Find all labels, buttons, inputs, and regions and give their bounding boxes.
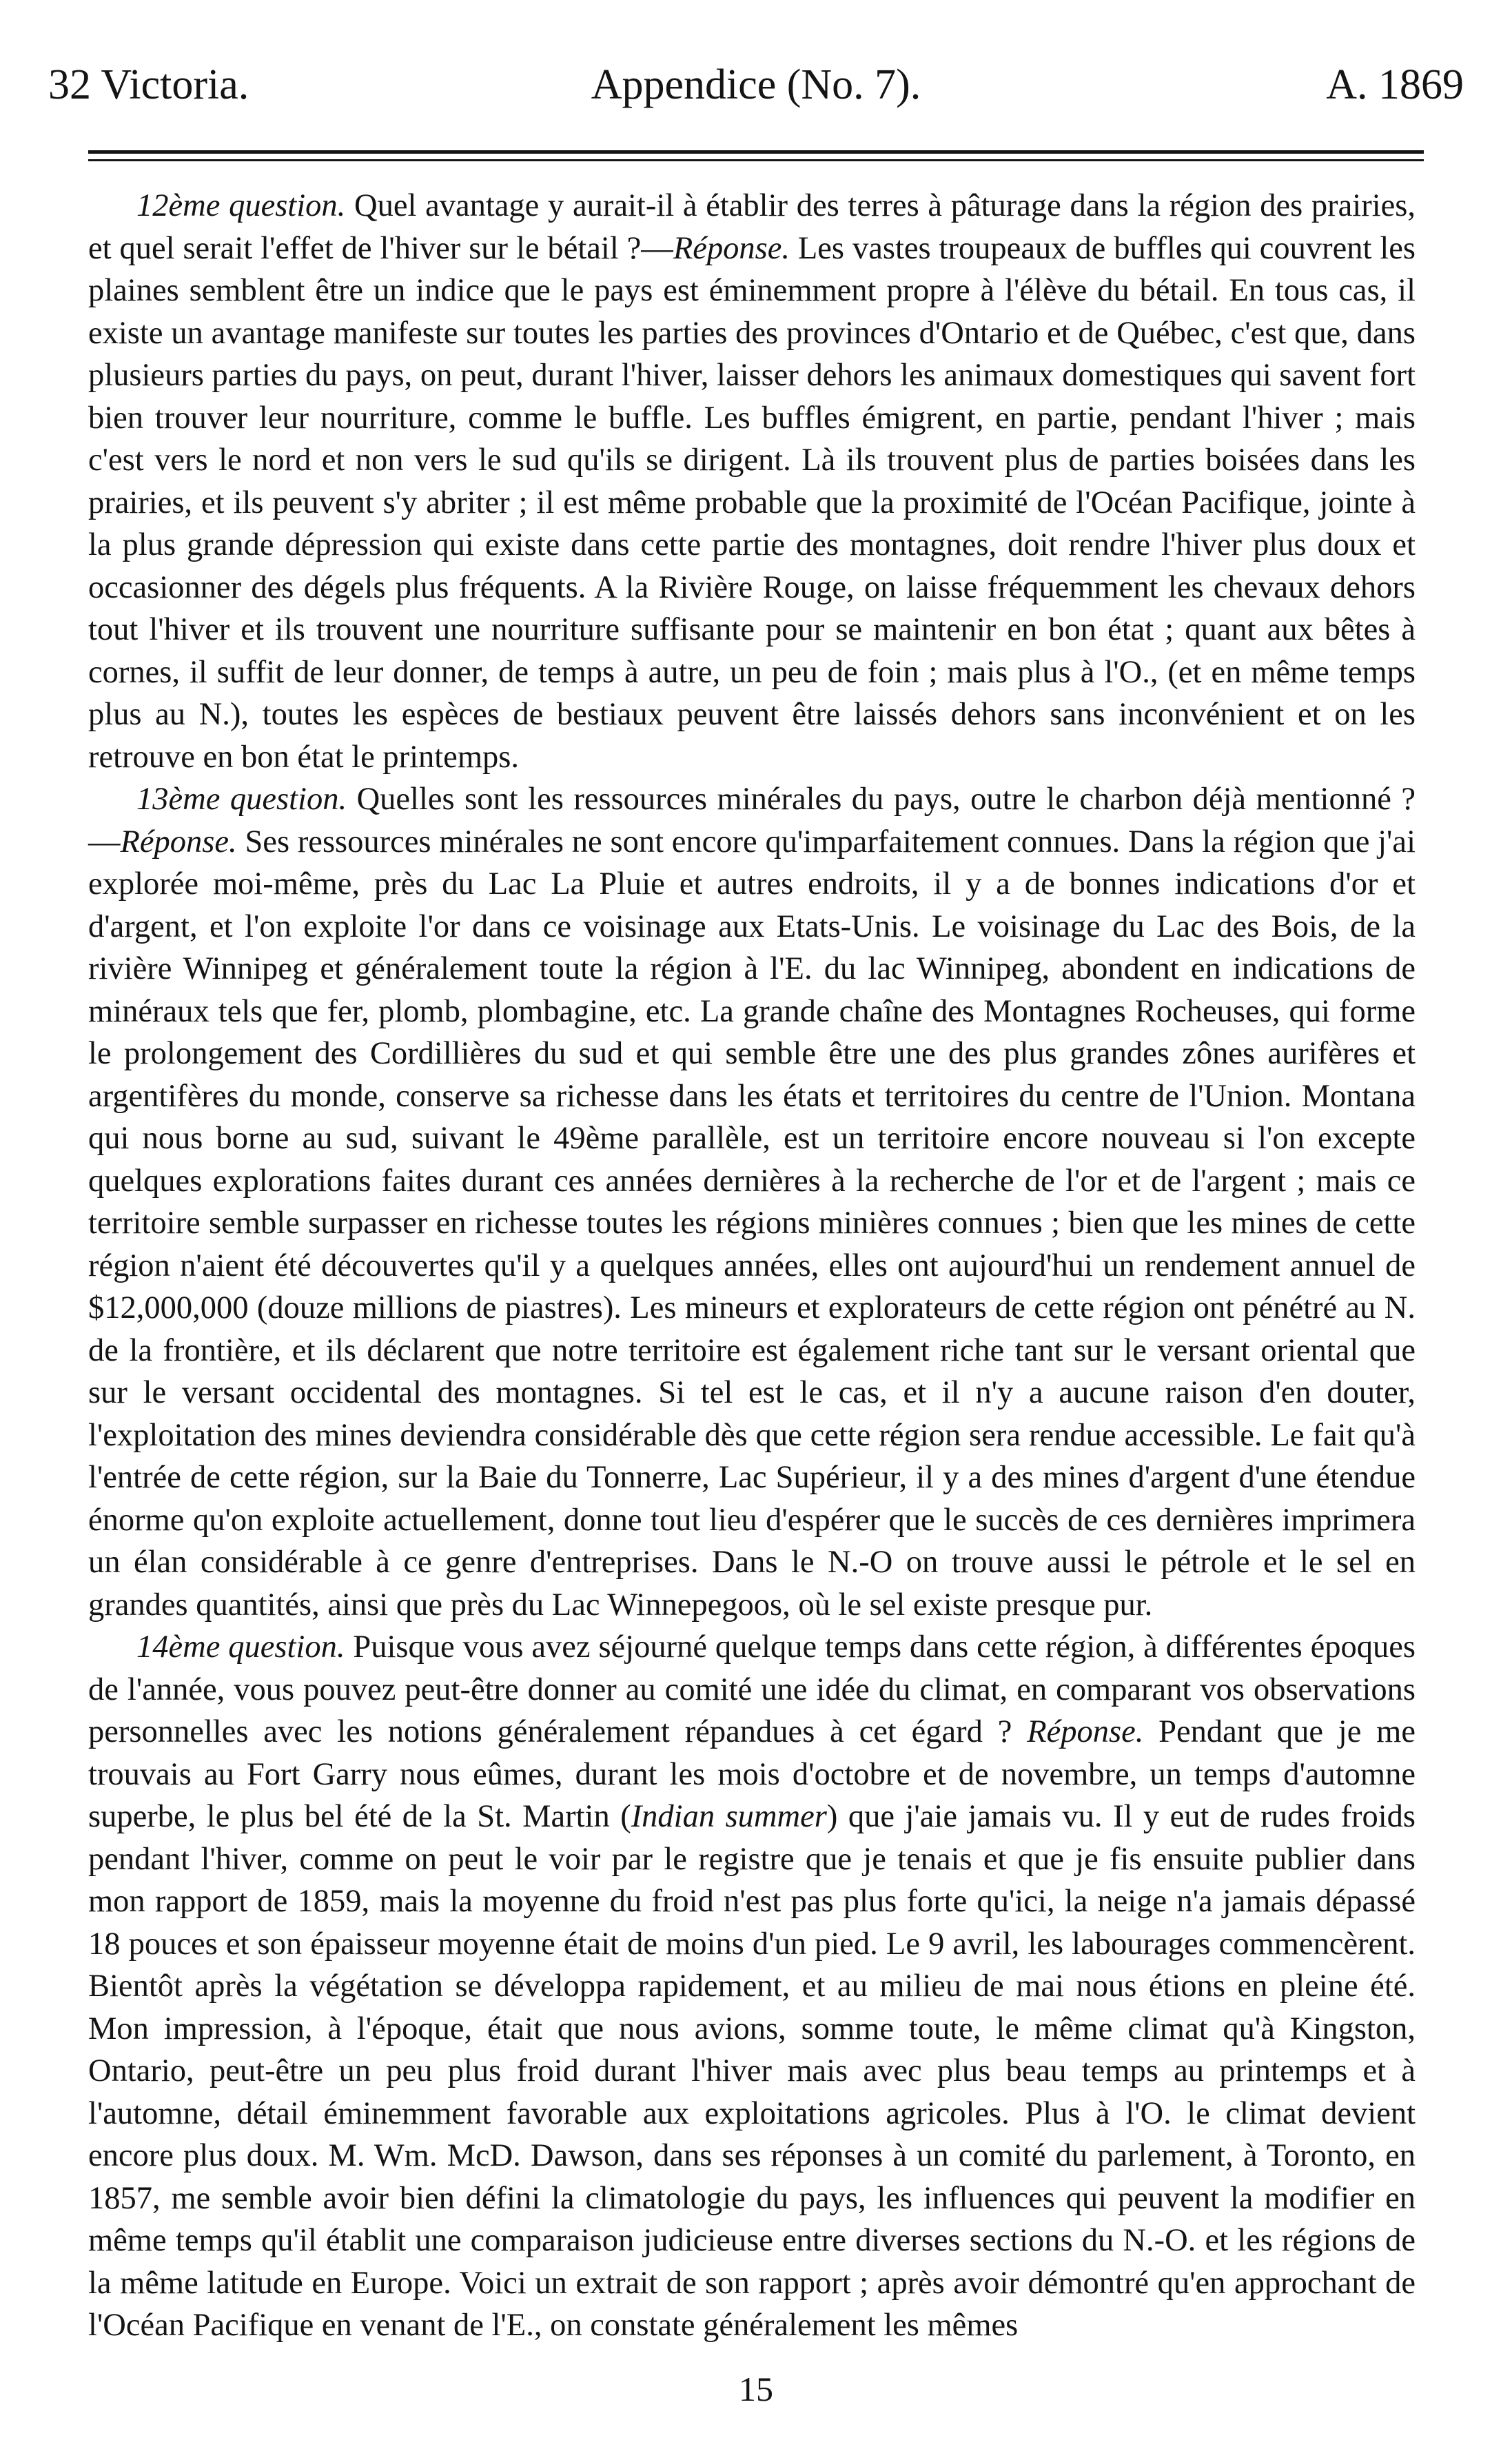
question-14-text: Puisque vous avez séjourné quelque temps dans cette région, à différentes époques de l'année, vous pouvez peut-être donner au comité une idée du climat, en comparant vos observations personnelles avec les notions généralement répandues à cet égard ? [88,1629,1416,1749]
question-13-label: 13ème question. [136,782,347,817]
indian-summer-term: Indian summer [631,1799,827,1834]
header-session: 32 Victoria. [48,61,249,108]
answer-12-text: Les vastes troupeaux de buffles qui couvrent les plaines semblent être un indice que le pays est éminemment propre à l'élève du bétail. En tous cas, il existe un avantage manifeste sur toutes les parties des provinces d'Ontario et de Québec, c'est que, dans plusieurs parties du pays, on peut, durant l'hiver, laisser dehors les animaux domestiques qui savent fort bien trouver leur nourriture, comme le buffle. Les buffles émigrent, en partie, pendant l'hiver ; mais c'est vers le nord et non vers le sud qu'ils se dirigent. Là ils trouvent plus de parties boisées dans les prairies, et ils peuvent s'y abriter ; il est même probable que la proximité de l'Océan Pacifique, jointe à la plus grande dépression qui existe dans cette partie des montagnes, doit rendre l'hiver plus doux et occasionner des dégels plus fréquents. A la Rivière Rouge, on laisse fréquemment les chevaux dehors tout l'hiver et ils trouvent une nourriture suffisante pour se maintenir en bon état ; quant aux bêtes à cornes, il suffit de leur donner, de temps à autre, un peu de foin ; mais plus à l'O., (et en même temps plus au N.), toutes les espèces de bestiaux peuvent être laissés dehors sans inconvénient et on les retrouve en bon état le printemps. [88,230,1416,775]
page-number: 15 [739,2370,773,2408]
paragraph-question-13 [88,778,1416,1626]
paragraph-question-14 [88,1626,1416,2347]
answer-12-label: Réponse. [673,230,790,266]
answer-14-text-b: ) que j'aie jamais vu. Il y eut de rudes froids pendant l'hiver, comme on peut le voir par le registre que je tenais et que je fis ensuite publier dans mon rapport de 1859, mais la moyenne du froid n'est pas plus forte qu'ici, la neige n'a jamais dépassé 18 pouces et son épaisseur moyenne était de moins d'un pied. Le 9 avril, les labourages commencèrent. Bientôt après la végétation se développa rapidement, et au milieu de mai nous étions en pleine été. Mon impression, à l'époque, était que nous avions, somme toute, le même climat qu'à Kingston, Ontario, peut-être un peu plus froid durant l'hiver mais avec plus beau temps au printemps et à l'automne, détail éminemment favorable aux exploitations agricoles. Plus à l'O. le climat devient encore plus doux. M. Wm. McD. Dawson, dans ses réponses à un comité du parlement, à Toronto, en 1857, me semble avoir bien défini la climatologie du pays, les influences qui peuvent la modifier en même temps qu'il établit une comparaison judicieuse entre diverses sections du N.-O. et les régions de la même latitude en Europe. Voici un extrait de son rapport ; après avoir démontré qu'en approchant de l'Océan Pacifique en venant de l'E., on constate généralement les mêmes [88,1799,1416,2343]
question-12-label: 12ème question. [136,188,346,223]
question-13-text: Quelles sont les ressources minérales du pays, outre le charbon déjà mentionné ?— [88,782,1416,860]
body-text [88,185,1416,2347]
header-year: A. 1869 [1326,61,1464,108]
question-12-text: Quel avantage y aurait-il à établir des terres à pâturage dans la région des prairies, et quel serait l'effet de l'hiver sur le bétail ?— [88,188,1416,266]
question-14-label: 14ème question. [136,1629,345,1665]
answer-14-label: Réponse. [1027,1714,1144,1749]
header-rule-thick [88,150,1424,154]
header-rule-thin [88,159,1424,161]
header-appendix: Appendice (No. 7). [591,61,921,108]
running-header [48,47,1464,123]
answer-13-text: Ses ressources minérales ne sont encore qu'imparfaitement connues. Dans la région que j'ai explorée moi-même, près du Lac La Pluie et autres endroits, il y a de bonnes indications d'or et d'argent, et l'on exploite l'or dans ce voisinage aux Etats-Unis. Le voisinage du Lac des Bois, de la rivière Winnipeg et généralement toute la région à l'E. du lac Winnipeg, abondent en indications de minéraux tels que fer, plomb, plombagine, etc. La grande chaîne des Montagnes Rocheuses, qui forme le prolongement des Cordillières du sud et qui semble être une des plus grandes zônes aurifères et argentifères du monde, conserve sa richesse dans les états et territoires du centre de l'Union. Montana qui nous borne au sud, suivant le 49ème parallèle, est un territoire encore nouveau si l'on excepte quelques explorations faites durant ces années dernières à la recherche de l'or et de l'argent ; mais ce territoire semble surpasser en richesse toutes les régions minières connues ; bien que les mines de cette région n'aient été découvertes qu'il y a quelques années, elles ont aujourd'hui un rendement annuel de $12,000,000 (douze millions de piastres). Les mineurs et explorateurs de cette région ont pénétré au N. de la frontière, et ils déclarent que notre territoire est également riche tant sur le versant oriental que sur le versant occidental des montagnes. Si tel est le cas, et il n'y a aucune raison d'en douter, l'exploitation des mines deviendra considérable dès que cette région sera rendue accessible. Le fait qu'à l'entrée de cette région, sur la Baie du Tonnerre, Lac Supérieur, il y a des mines d'argent d'une étendue énorme qu'on exploite actuellement, donne tout lieu d'espérer que le succès de ces dernières imprimera un élan considérable à ce genre d'entreprises. Dans le N.-O on trouve aussi le pétrole et le sel en grandes quantités, ainsi que près du Lac Winnepegoos, où le sel existe presque pur. [88,824,1416,1623]
paragraph-question-12 [88,185,1416,778]
answer-14-text-a: Pendant que je me trouvais au Fort Garry nous eûmes, durant les mois d'octobre et de novembre, un temps d'automne superbe, le plus bel été de la St. Martin ( [88,1714,1416,1834]
answer-13-label: Réponse. [120,824,237,860]
